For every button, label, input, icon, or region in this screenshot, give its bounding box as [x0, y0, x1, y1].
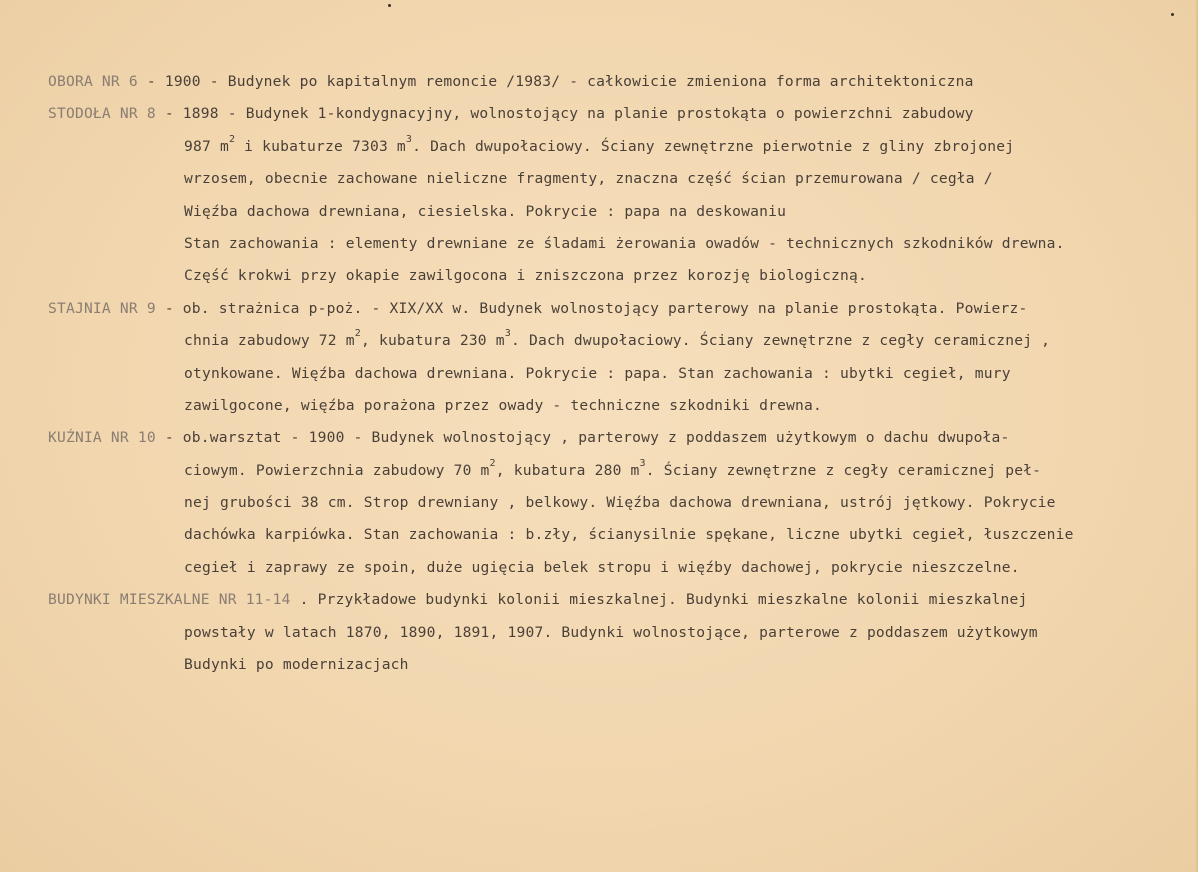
ink-speck [388, 4, 391, 7]
superscript: 3 [504, 328, 511, 340]
entry-stodola-line-5: Stan zachowania : elementy drewniane ze śladami żerowania owadów - technicznych szkodników drewna. [184, 234, 1065, 252]
entry-obora-line-1 [48, 66, 1188, 98]
superscript: 3 [405, 133, 413, 145]
entry-stodola-line-2 [48, 131, 1188, 163]
entry-stajnia-line-2 [48, 325, 1188, 357]
text-run: , kubatura 230 m [360, 332, 505, 350]
text-run: . Ściany zewnętrzne z cegły ceramicznej peł- [645, 461, 1042, 479]
entry-heading: KUŹNIA NR 10 [48, 429, 156, 447]
entry-kuznia-line-4: dachówka karpiówka. Stan zachowania : b.zły, ścianysilnie spękane, liczne ubytki cegieł, łuszczenie [184, 526, 1074, 544]
entry-budynki-line-2: powstały w latach 1870, 1890, 1891, 1907. Budynki wolnostojące, parterowe z poddaszem użytkowym [184, 623, 1038, 641]
text-run: , kubatura 280 m [495, 461, 640, 479]
text-run: . Dach dwupołaciowy. Ściany zewnętrzne z cegły ceramicznej , [511, 332, 1051, 350]
text-run: . Dach dwupołaciowy. Ściany zewnętrzne pierwotnie z gliny zbrojonej [412, 137, 1015, 155]
entry-heading: STODOŁA NR 8 [48, 105, 156, 123]
text-run: ciowym. Powierzchnia zabudowy 70 m [184, 461, 490, 479]
superscript: 2 [228, 133, 236, 145]
entry-budynki-line-1 [48, 584, 1188, 616]
text-run: i kubaturze 7303 m [235, 137, 406, 155]
entry-kuznia-line-1 [48, 422, 1188, 454]
ink-speck [1171, 13, 1174, 16]
superscript: 2 [489, 457, 496, 469]
entry-stajnia-line-1 [48, 293, 1188, 325]
text-run: 987 m [184, 137, 229, 155]
entry-heading: OBORA NR 6 [48, 73, 138, 90]
entry-stajnia-line-4: zawilgocone, więźba porażona przez owady - techniczne szkodniki drewna. [184, 396, 823, 414]
entry-text: - 1898 - Budynek 1-kondygnacyjny, wolnostojący na planie prostokąta o powierzchni zabudowy [155, 105, 974, 123]
entry-stodola-line-3: wrzosem, obecnie zachowane nieliczne fragmenty, znaczna część ścian przemurowana / cegła / [184, 170, 993, 188]
entry-heading: STAJNIA NR 9 [48, 299, 156, 317]
entry-kuznia-line-5: cegieł i zaprawy ze spoin, duże ugięcia belek stropu i więźby dachowej, pokrycie nieszczelne. [184, 558, 1020, 576]
document-body [48, 66, 1188, 681]
entry-text: - 1900 - Budynek po kapitalnym remoncie /1983/ - całkowicie zmieniona forma architektoniczna [137, 73, 974, 90]
entry-kuznia-line-2 [48, 455, 1188, 487]
entry-stodola-line-6: Część krokwi przy okapie zawilgocona i zniszczona przez korozję biologiczną. [184, 267, 867, 285]
superscript: 2 [354, 328, 361, 340]
entry-text: . Przykładowe budynki kolonii mieszkalnej. Budynki mieszkalne kolonii mieszkalnej [290, 591, 1028, 609]
entry-heading: BUDYNKI MIESZKALNE NR 11-14 [48, 591, 291, 609]
entry-kuznia-line-3: nej grubości 38 cm. Strop drewniany , belkowy. Więźba dachowa drewniana, ustrój jętkowy. Pokrycie [184, 494, 1056, 512]
entry-text: - ob. strażnica p-poż. - XIX/XX w. Budynek wolnostojący parterowy na planie prostokąta. Powierz- [155, 299, 1028, 317]
superscript: 3 [639, 457, 646, 469]
text-run: chnia zabudowy 72 m [184, 332, 355, 350]
entry-text: - ob.warsztat - 1900 - Budynek wolnostojący , parterowy z poddaszem użytkowym o dachu dwupoła- [155, 429, 1010, 447]
entry-budynki-line-3: Budynki po modernizacjach [184, 656, 409, 674]
entry-stodola-line-4: Więźba dachowa drewniana, ciesielska. Pokrycie : papa na deskowaniu [184, 202, 787, 220]
entry-stajnia-line-3: otynkowane. Więźba dachowa drewniana. Pokrycie : papa. Stan zachowania : ubytki cegieł, mury [184, 364, 1011, 382]
entry-stodola-line-1 [48, 98, 1188, 130]
